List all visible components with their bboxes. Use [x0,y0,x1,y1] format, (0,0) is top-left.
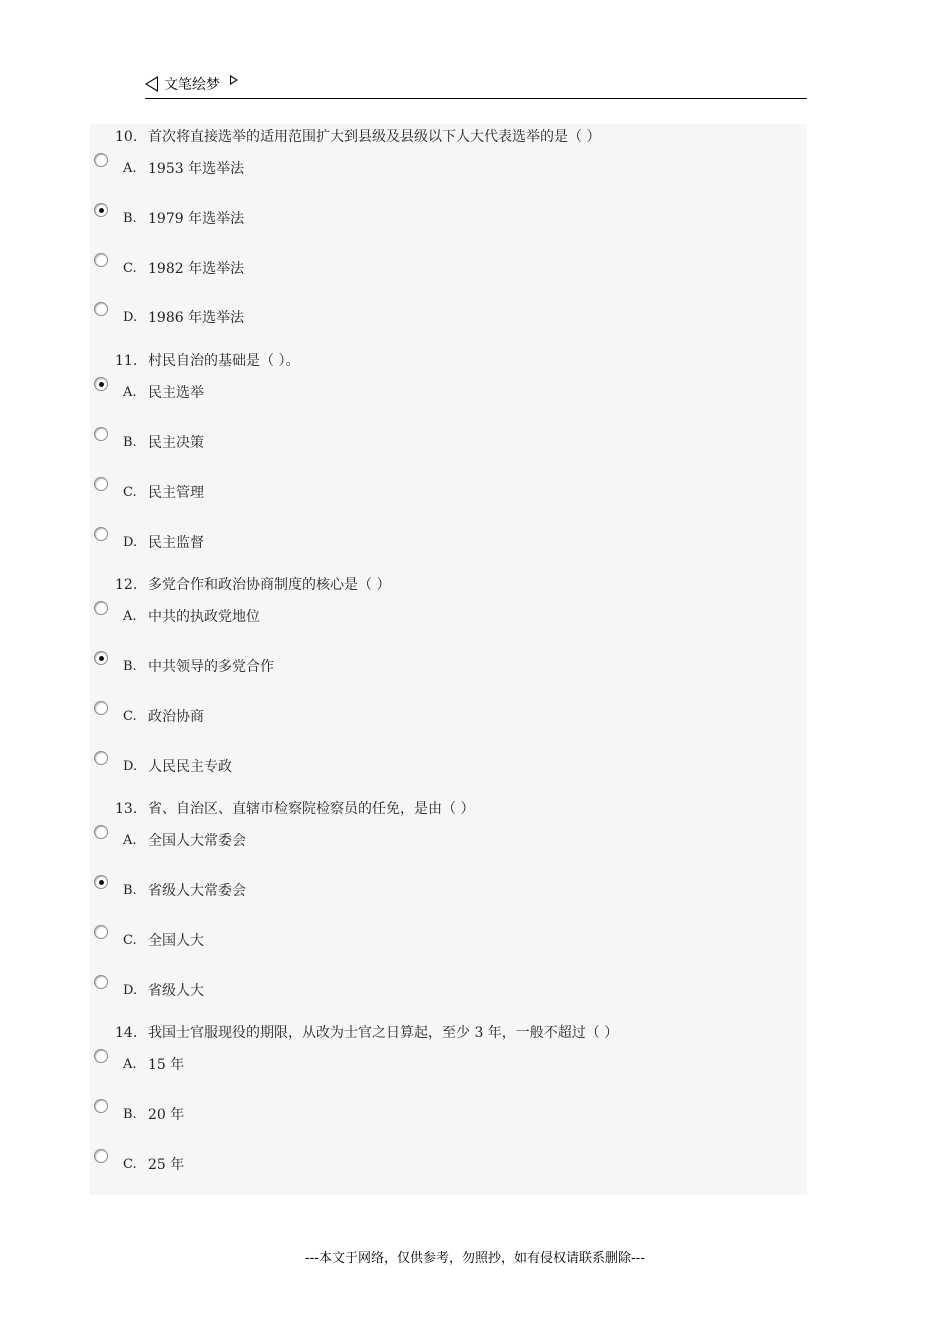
question-text: 我国士官服现役的期限，从改为士官之日算起，至少 3 年，一般不超过（ ） [148,1025,619,1041]
question-number: 11. [115,353,138,369]
option-text: 民主管理 [148,485,204,501]
radio-button[interactable] [94,925,108,939]
radio-button[interactable] [94,1099,108,1113]
option-text: 民主选举 [148,385,204,401]
triangle-left-icon [145,76,158,92]
radio-button[interactable] [94,751,108,765]
question-text: 村民自治的基础是（ ）。 [148,353,300,369]
option-12-b[interactable] [90,657,690,681]
option-13-c[interactable] [90,931,690,955]
option-12-a[interactable] [90,607,690,631]
option-text: 1982 年选举法 [148,261,245,277]
option-text: 人民民主专政 [148,759,232,775]
option-text: 25 年 [148,1157,185,1173]
option-letter: B. [123,211,137,226]
radio-button[interactable] [94,203,108,217]
option-letter: D. [123,535,138,550]
footer-disclaimer: ---本文于网络，仅供参考，勿照抄，如有侵权请联系删除--- [304,1251,646,1266]
option-text: 1953 年选举法 [148,161,245,177]
option-11-c[interactable] [90,483,690,507]
radio-button[interactable] [94,701,108,715]
radio-button[interactable] [94,477,108,491]
question-text: 首次将直接选举的适用范围扩大到县级及县级以下人大代表选举的是（ ） [148,129,601,145]
option-letter: C. [123,261,137,276]
radio-button[interactable] [94,253,108,267]
option-text: 全国人大常委会 [148,833,246,849]
option-letter: C. [123,485,137,500]
radio-button[interactable] [94,427,108,441]
option-text: 1986 年选举法 [148,310,245,326]
question-text: 多党合作和政治协商制度的核心是（ ） [148,577,391,593]
option-14-c[interactable] [90,1155,690,1179]
radio-button[interactable] [94,975,108,989]
question-number: 13. [115,801,138,817]
option-letter: C. [123,709,137,724]
option-11-d[interactable] [90,533,690,557]
radio-button[interactable] [94,601,108,615]
radio-button[interactable] [94,302,108,316]
option-letter: C. [123,933,137,948]
option-text: 民主监督 [148,535,204,551]
option-letter: D. [123,983,138,998]
option-letter: A. [123,385,137,400]
option-letter: A. [123,1057,137,1072]
option-text: 政治协商 [148,709,204,725]
radio-button[interactable] [94,651,108,665]
option-letter: D. [123,310,138,325]
option-text: 15 年 [148,1057,185,1073]
question-14 [115,1023,618,1043]
option-10-a[interactable] [90,159,690,183]
option-letter: B. [123,659,137,674]
option-12-d[interactable] [90,757,690,781]
option-letter: A. [123,833,137,848]
option-text: 民主决策 [148,435,204,451]
brand [145,74,238,94]
option-11-a[interactable] [90,383,690,407]
option-letter: A. [123,161,137,176]
option-13-d[interactable] [90,981,690,1005]
option-letter: D. [123,759,138,774]
option-text: 省级人大常委会 [148,883,246,899]
radio-button[interactable] [94,153,108,167]
option-letter: C. [123,1157,137,1172]
question-text: 省、自治区、直辖市检察院检察员的任免，是由（ ） [148,801,475,817]
option-letter: A. [123,609,137,624]
question-10 [115,127,600,147]
option-letter: B. [123,883,137,898]
option-10-b[interactable] [90,209,690,233]
option-10-c[interactable] [90,259,690,283]
option-11-b[interactable] [90,433,690,457]
radio-button[interactable] [94,1049,108,1063]
question-13 [115,799,474,819]
question-number: 14. [115,1025,138,1041]
radio-button[interactable] [94,825,108,839]
option-text: 1979 年选举法 [148,211,245,227]
option-text: 20 年 [148,1107,185,1123]
option-13-b[interactable] [90,881,690,905]
option-letter: B. [123,435,137,450]
option-12-c[interactable] [90,707,690,731]
option-text: 中共的执政党地位 [148,609,260,625]
triangle-right-icon [230,75,238,85]
radio-button[interactable] [94,527,108,541]
option-text: 中共领导的多党合作 [148,659,274,675]
radio-button[interactable] [94,875,108,889]
question-11 [115,351,299,371]
question-number: 12. [115,577,138,593]
option-text: 省级人大 [148,983,204,999]
question-12 [115,575,390,595]
option-13-a[interactable] [90,831,690,855]
radio-button[interactable] [94,1149,108,1163]
option-14-b[interactable] [90,1105,690,1129]
option-letter: B. [123,1107,137,1122]
radio-button[interactable] [94,377,108,391]
brand-text: 文笔绘梦 [164,77,220,93]
option-text: 全国人大 [148,933,204,949]
option-10-d[interactable] [90,308,690,332]
page-header [145,72,807,99]
question-number: 10. [115,129,138,145]
option-14-a[interactable] [90,1055,690,1079]
